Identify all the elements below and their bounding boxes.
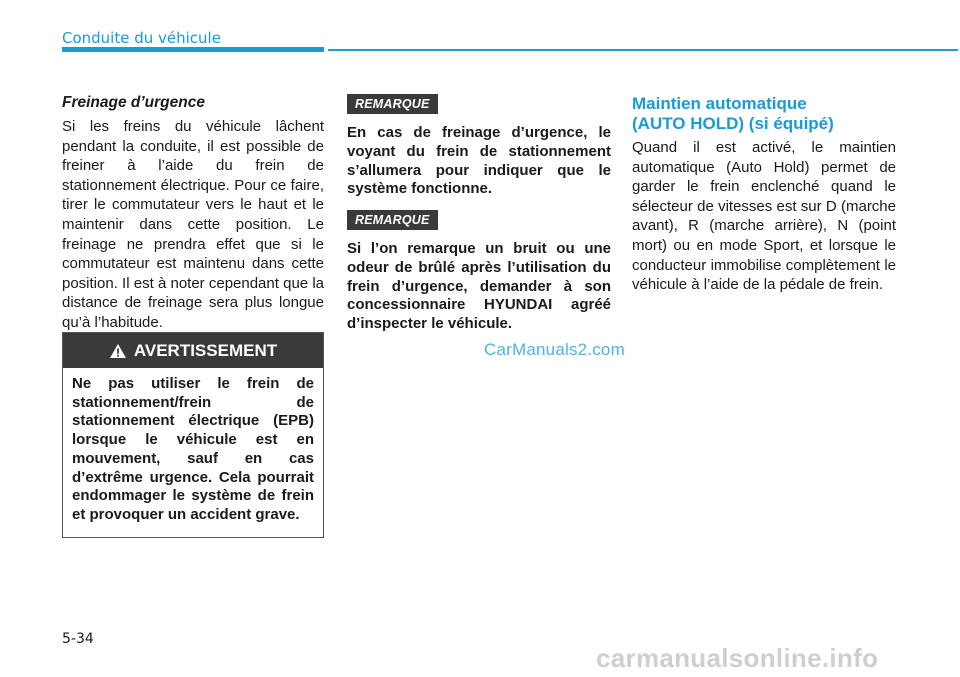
warning-box	[62, 332, 324, 538]
note-badge-1: REMARQUE	[347, 94, 438, 114]
warning-header	[63, 333, 323, 368]
auto-hold-heading-line2: (AUTO HOLD) (si équipé)	[632, 113, 834, 133]
warning-triangle-icon	[109, 343, 127, 359]
note-text-2: Si l’on remarque un bruit ou une odeur de brûlé après l’utilisation du frein d’urgence, demander à son concessionnaire HYUNDAI agréé d’inspecter le véhicule.	[347, 240, 611, 333]
warning-title: AVERTISSEMENT	[133, 340, 278, 360]
auto-hold-heading-line1: Maintien automatique	[632, 94, 807, 113]
emergency-braking-heading: Freinage d’urgence	[62, 94, 205, 111]
note-text-1: En cas de freinage d’urgence, le voyant du frein de stationnement s’allumera pour indiquer que le système fonctionne.	[347, 124, 611, 198]
page-number: 5-34	[62, 631, 94, 647]
auto-hold-text: Quand il est activé, le maintien automatique (Auto Hold) permet de garder le frein enclenché quand le sélecteur de vitesses est sur D (marche avant), R (marche arrière), N (point mort) ou en mode Sport, et lorsque le conducteur immobilise complètement le véhicule à l’aide de la pédale de frein.	[632, 139, 896, 294]
warning-text: Ne pas utiliser le frein de stationnement/frein de stationnement électrique (EPB) lorsque le véhicule est en mouvement, sauf en cas d’extrême urgence. Cela pourrait endommager le système de frein et provoquer un accident grave.	[72, 375, 314, 523]
site-watermark: CarManuals2.com	[484, 340, 625, 359]
header-bar-thin	[328, 49, 958, 51]
footer-watermark: carmanualsonline.info	[596, 643, 879, 673]
section-title: Conduite du véhicule	[62, 29, 221, 47]
auto-hold-heading	[632, 94, 896, 133]
header-bar-thick	[62, 47, 324, 52]
note-badge-2: REMARQUE	[347, 210, 438, 230]
emergency-braking-text: Si les freins du véhicule lâchent pendant la conduite, il est possible de freiner à l’aide du frein de stationnement électrique. Pour ce faire, tirer le commutateur vers le haut et le maintenir dans cette position. Le freinage ne prendra effet que si le commutateur est maintenu dans cette position. Il est à noter cependant que la distance de freinage sera plus longue qu’à l’habitude.	[62, 118, 324, 331]
